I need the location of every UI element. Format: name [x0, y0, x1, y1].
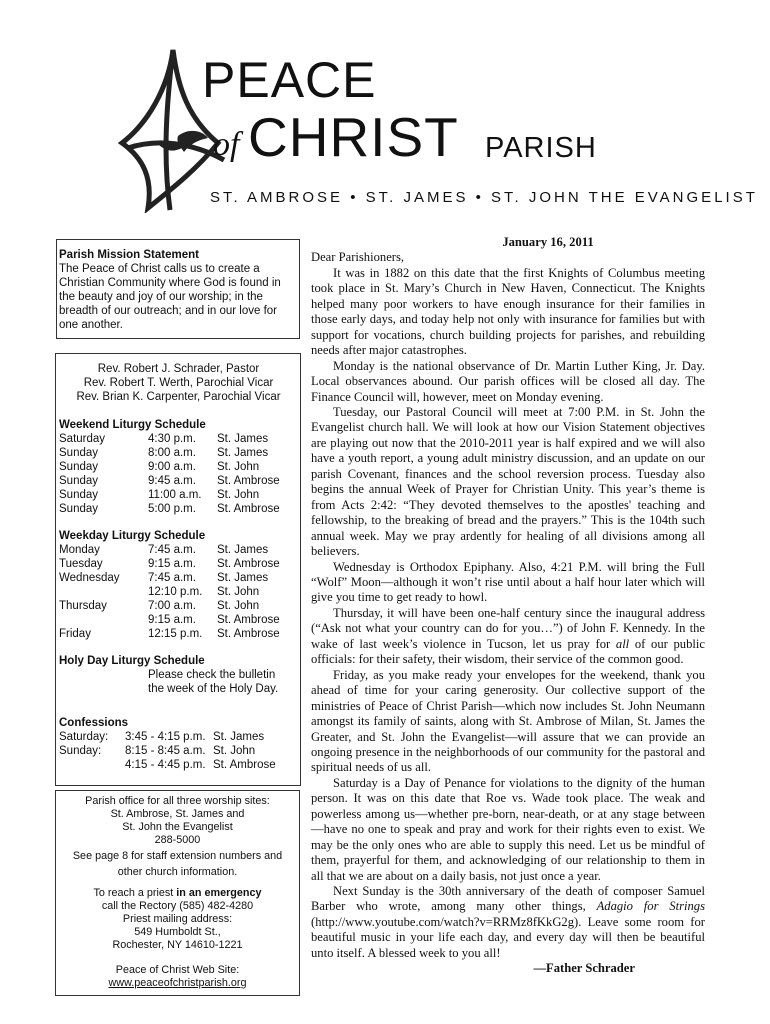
table-row: [59, 613, 297, 627]
masthead: [0, 0, 770, 225]
day-cell: Thursday: [59, 600, 107, 612]
table-row: [59, 758, 276, 772]
church-cell: St. James: [217, 447, 269, 459]
schedule-box: [55, 353, 301, 786]
letter-emphasis: Adagio for Strings: [596, 899, 705, 914]
office-text: other church information.: [117, 866, 238, 878]
day-cell: Sunday: [59, 461, 99, 473]
pastor-letter: [311, 235, 705, 977]
church-cell: St. James: [217, 544, 269, 556]
church-cell: St. John: [217, 461, 260, 473]
day-cell: Friday: [59, 628, 91, 640]
weekend-heading: Weekend Liturgy Schedule: [59, 419, 206, 431]
masthead-title-christ: CHRIST: [248, 106, 459, 168]
church-cell: St. John: [217, 600, 260, 612]
website-link[interactable]: www.peaceofchristparish.org: [108, 977, 247, 989]
day-cell: Saturday: [59, 433, 106, 445]
table-row: [59, 585, 297, 599]
church-cell: St. Ambrose: [217, 628, 280, 640]
mailing-address: 549 Humboldt St.,: [134, 926, 221, 938]
emergency-emphasis: in an emergency: [176, 887, 262, 899]
letter-paragraph: [311, 884, 705, 961]
clergy-item: Rev. Robert J. Schrader, Pastor: [97, 363, 260, 375]
time-cell: 7:45 a.m.: [148, 572, 196, 584]
day-cell: Sunday: [59, 503, 99, 515]
emergency-line: [58, 887, 297, 900]
letter-paragraph: Wednesday is Orthodox Epiphany. Also, 4:21 P.M. will bring the Full “Wolf” Moon—although it won’t rise until about a half hour later which will give you time to get ready to howl.: [311, 559, 705, 605]
church-cell: St. Ambrose: [217, 558, 280, 570]
clergy-list: [59, 362, 298, 404]
table-row: [59, 446, 297, 460]
time-cell: 7:45 a.m.: [148, 544, 196, 556]
table-row: [59, 432, 297, 446]
clergy-item: Rev. Brian K. Carpenter, Parochial Vicar: [76, 391, 281, 403]
table-row: [59, 474, 297, 488]
day-cell: Monday: [59, 544, 100, 556]
day-cell: [59, 613, 148, 627]
letter-paragraph: Monday is the national observance of Dr. Martin Luther King, Jr. Day. Local observances abound. Our parish offices will be closed all day. The Finance Council will, however, meet on Monday evening.: [311, 358, 705, 404]
table-row: [59, 488, 297, 502]
emergency-text: To reach a priest: [93, 887, 177, 899]
day-cell: Sunday: [59, 447, 99, 459]
letter-signature: —Father Schrader: [533, 961, 635, 976]
time-cell: 11:00 a.m.: [148, 489, 202, 501]
church-cell: St. Ambrose: [217, 614, 280, 626]
time-cell: 4:15 - 4:45 p.m.: [125, 759, 206, 771]
rectory-phone: call the Rectory (585) 482-4280: [101, 900, 254, 912]
letter-paragraph: It was in 1882 on this date that the first Knights of Columbus meeting took place in St. Mary’s Church in New Haven, Connecticut. The Knights helped many poor workers to have enough insurance for their families in those early days, and today help not only with insurance for families but with support for vocations, church building projects for parishes, and rebuilding needs after major catastrophes.: [311, 265, 705, 358]
church-cell: St. Ambrose: [217, 475, 280, 487]
mailing-address-label: Priest mailing address:: [122, 913, 233, 925]
letter-paragraph: Saturday is a Day of Penance for violations to the dignity of the human person. It was on this date that Roe vs. Wade took place. The weak and powerless among us—whether pre-born, near-death, or at any stage between—have no one to speak and pray and work for their rights even to exist. We may be the only ones who are able to supply this need. Let us be mindful of them, prayerful for them, and acknowledging of our relationship to them in all that we are about on a daily basis, not just once a year.: [311, 775, 705, 883]
day-cell: Sunday: [59, 489, 99, 501]
day-cell: Sunday: [59, 475, 99, 487]
holyday-line: the week of the Holy Day.: [148, 683, 279, 695]
letter-date: January 16, 2011: [502, 235, 594, 249]
letter-emphasis: all: [615, 636, 630, 651]
holyday-note: [59, 668, 298, 696]
weekday-heading: Weekday Liturgy Schedule: [59, 530, 206, 542]
day-cell: Saturday:: [59, 731, 109, 743]
table-row: [59, 627, 297, 641]
letter-paragraph: Tuesday, our Pastoral Council will meet at 7:00 P.M. in St. John the Evangelist church hall. We will look at how our Vision Statement objectives are playing out now that the 2010-2011 year is half expired and we will also have a youth report, a young adult ministry discussion, and an update on our parish Covenant, finances and the school reversion process. Tuesday also begins the annual Week of Prayer for Christian Unity. This year’s theme is from Acts 2:42: “They devoted themselves to the apostles' teaching and fellowship, to the breaking of bread and the prayers.” This is the 104th such annual week. May we pray ardently for healing of all divisions among all believers.: [311, 404, 705, 559]
mailing-address: Rochester, NY 14610-1221: [112, 939, 243, 951]
confessions-table: [59, 730, 276, 772]
church-cell: St. James: [213, 731, 265, 743]
website-label: Peace of Christ Web Site:: [115, 964, 240, 976]
time-cell: 12:15 p.m.: [148, 628, 203, 640]
time-cell: 9:15 a.m.: [148, 614, 196, 626]
table-row: [59, 599, 297, 613]
confessions-heading: Confessions: [59, 717, 129, 729]
day-cell: [59, 758, 125, 772]
weekend-schedule-table: [59, 432, 297, 516]
office-phone: 288-5000: [154, 834, 201, 846]
masthead-title-parish: PARISH: [485, 132, 597, 164]
holyday-line: Please check the bulletin: [148, 669, 276, 681]
church-cell: St. James: [217, 572, 269, 584]
time-cell: 12:10 p.m.: [148, 586, 203, 598]
time-cell: 9:45 a.m.: [148, 475, 196, 487]
office-text: St. John the Evangelist: [122, 821, 233, 833]
time-cell: 8:15 - 8:45 a.m.: [125, 745, 206, 757]
letter-text: Next Sunday is the 30th anniversary of the death of composer Samuel Barber who wrote, among many other things,: [311, 884, 705, 914]
letter-text: Thursday, it will have been one-half century since the inaugural address (“Ask not what your country can do for you…”) of John F. Kennedy. In the wake of last week’s violence in Tucson, let us pray for: [311, 605, 705, 651]
church-cell: St. John: [217, 489, 260, 501]
letter-paragraph: [311, 606, 705, 668]
day-cell: Tuesday: [59, 558, 103, 570]
church-cell: St. James: [217, 433, 269, 445]
masthead-title-of: of: [213, 126, 240, 163]
table-row: [59, 571, 297, 585]
table-row: [59, 460, 297, 474]
masthead-title-peace: PEACE: [202, 52, 377, 108]
time-cell: 5:00 p.m.: [148, 503, 196, 515]
time-cell: 3:45 - 4:15 p.m.: [125, 731, 206, 743]
office-text: St. Ambrose, St. James and: [110, 808, 245, 820]
church-cell: St. Ambrose: [217, 503, 280, 515]
masthead-churches: ST. AMBROSE • ST. JAMES • ST. JOHN THE EVANGELIST: [210, 189, 758, 206]
letter-paragraph: Friday, as you make ready your envelopes for the weekend, thank you ahead of time for your caring generosity. Our collective support of the ministries of Peace of Christ Parish—which now includes St. John Neumann amongst its family of saints, along with St. Ambrose of Milan, St. James the Greater, and St. John the Evangelist—will assure that we can provide an ongoing presence in the neighborhoods of our community for the pastoral and spiritual needs of us all.: [311, 667, 705, 775]
day-cell: [59, 585, 148, 599]
table-row: [59, 744, 276, 758]
mission-statement-box: [56, 239, 300, 339]
time-cell: 9:00 a.m.: [148, 461, 196, 473]
mission-heading: Parish Mission Statement: [59, 249, 199, 261]
office-text: Parish office for all three worship sites:: [85, 795, 270, 807]
church-cell: St. John: [213, 745, 256, 757]
table-row: [59, 502, 297, 516]
weekday-schedule-table: [59, 543, 297, 641]
time-cell: 7:00 a.m.: [148, 600, 196, 612]
parish-office-box: [55, 790, 300, 996]
holyday-heading: Holy Day Liturgy Schedule: [59, 655, 205, 667]
time-cell: 8:00 a.m.: [148, 447, 196, 459]
office-text: See page 8 for staff extension numbers and: [72, 850, 283, 862]
letter-text: (http://www.youtube.com/watch?v=RRMz8fKkG2g). Leave some room for beautiful music in your life each day, and every day will then be beautiful unto itself. A blessed week to you all!: [311, 914, 705, 960]
church-cell: St. Ambrose: [213, 759, 276, 771]
clergy-item: Rev. Robert T. Werth, Parochial Vicar: [83, 377, 274, 389]
church-cell: St. John: [217, 586, 260, 598]
time-cell: 4:30 p.m.: [148, 433, 196, 445]
table-row: [59, 730, 276, 744]
letter-greeting: Dear Parishioners,: [311, 250, 405, 265]
letter-text: of our public officials: for their safety, their wisdom, their service of the common good.: [311, 636, 705, 667]
day-cell: Sunday:: [59, 745, 102, 757]
table-row: [59, 557, 297, 571]
mission-text: The Peace of Christ calls us to create a Christian Community where God is found in the beauty and joy of our worship; in the breadth of our outreach; and in our love for one another.: [59, 263, 281, 331]
table-row: [59, 543, 297, 557]
day-cell: Wednesday: [59, 572, 120, 584]
time-cell: 9:15 a.m.: [148, 558, 196, 570]
